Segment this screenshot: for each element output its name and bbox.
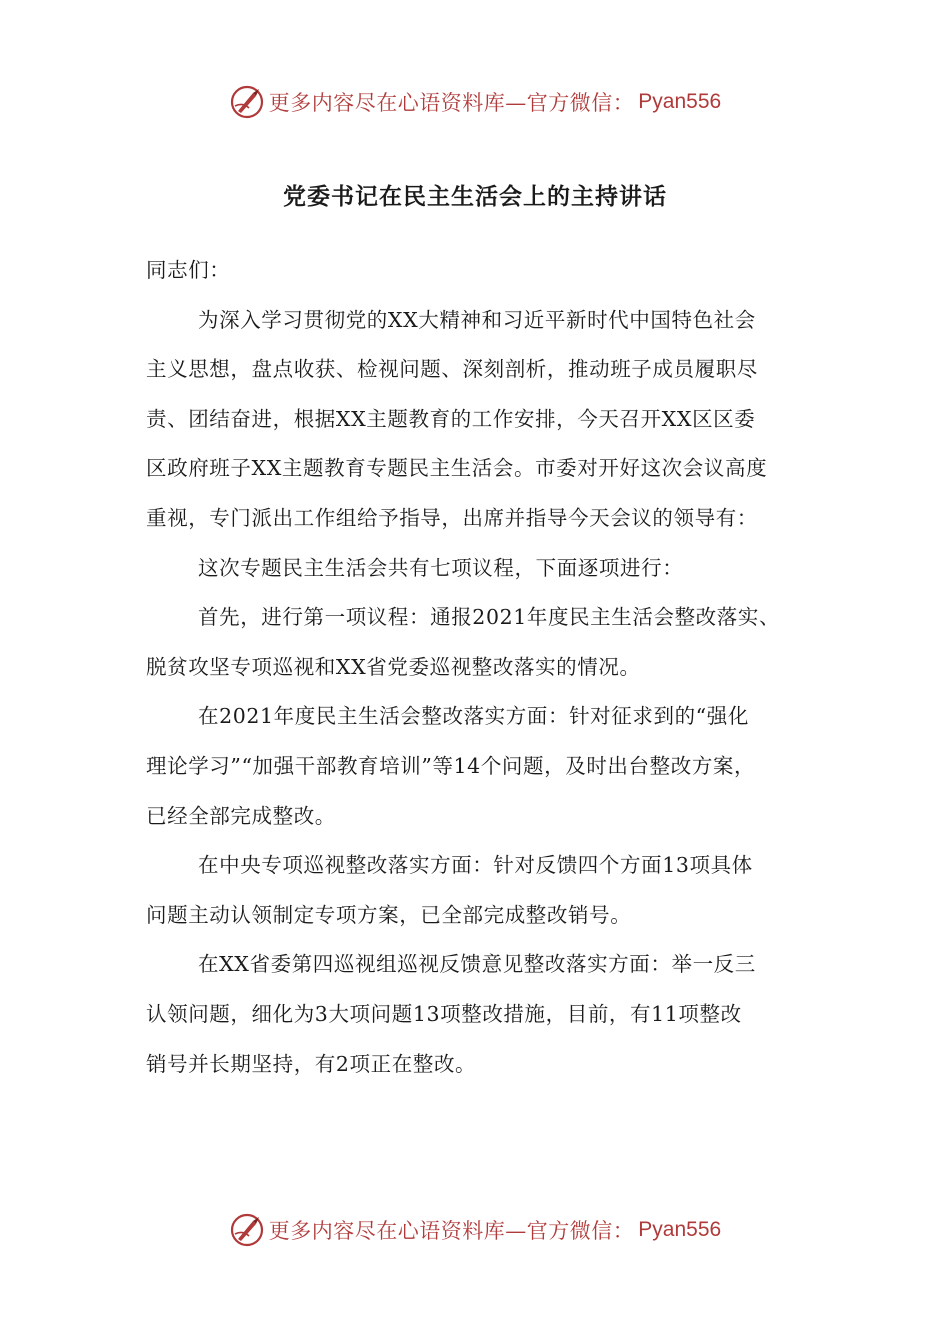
quill-logo-icon [229,84,265,120]
body-line: 重视，专门派出工作组给予指导，出席并指导今天会议的领导有： [146,505,758,530]
quill-logo-icon [229,1212,265,1248]
body-line: 销号并长期坚持，有2项正在整改。 [146,1051,477,1076]
body-line: 在中央专项巡视整改落实方面：针对反馈四个方面13项具体 [198,853,753,878]
footer-banner [0,1208,950,1252]
body-line: 已经全部完成整改。 [146,803,336,828]
header-banner-text: 更多内容尽在心语资料库—官方微信： [268,91,635,115]
footer-wechat-id: Pyan556 [638,1218,722,1241]
body-line: 在XX省委第四巡视组巡视反馈意见整改落实方面：举一反三 [198,952,756,977]
body-line: 首先，进行第一项议程：通报2021年度民主生活会整改落实、 [198,605,781,630]
body-line: 问题主动认领制定专项方案，已全部完成整改销号。 [146,902,632,927]
body-line: 区政府班子XX主题教育专题民主生活会。市委对开好这次会议高度 [146,456,768,481]
footer-banner-text: 更多内容尽在心语资料库—官方微信： [268,1219,635,1243]
body-line: 责、团结奋进，根据XX主题教育的工作安排，今天召开XX区区委 [146,406,756,431]
body-line: 脱贫攻坚专项巡视和XX省党委巡视整改落实的情况。 [146,654,641,679]
header-wechat-id: Pyan556 [638,90,722,113]
document-title: 党委书记在民主生活会上的主持讲话 [283,183,667,210]
body-line: 为深入学习贯彻党的XX大精神和习近平新时代中国特色社会 [198,307,756,332]
body-line: 认领问题，细化为3大项问题13项整改措施，目前，有11项整改 [146,1001,742,1026]
document-body [146,246,806,1089]
body-line: 理论学习”“加强干部教育培训”等14个问题，及时出台整改方案， [146,753,756,778]
body-line: 在2021年度民主生活会整改落实方面：针对征求到的“强化 [198,704,749,729]
body-line: 这次专题民主生活会共有七项议程，下面逐项进行： [198,555,684,580]
salutation-line: 同志们： [146,258,231,282]
header-banner [0,80,950,124]
body-line: 主义思想，盘点收获、检视问题、深刻剖析，推动班子成员履职尽 [146,357,758,382]
